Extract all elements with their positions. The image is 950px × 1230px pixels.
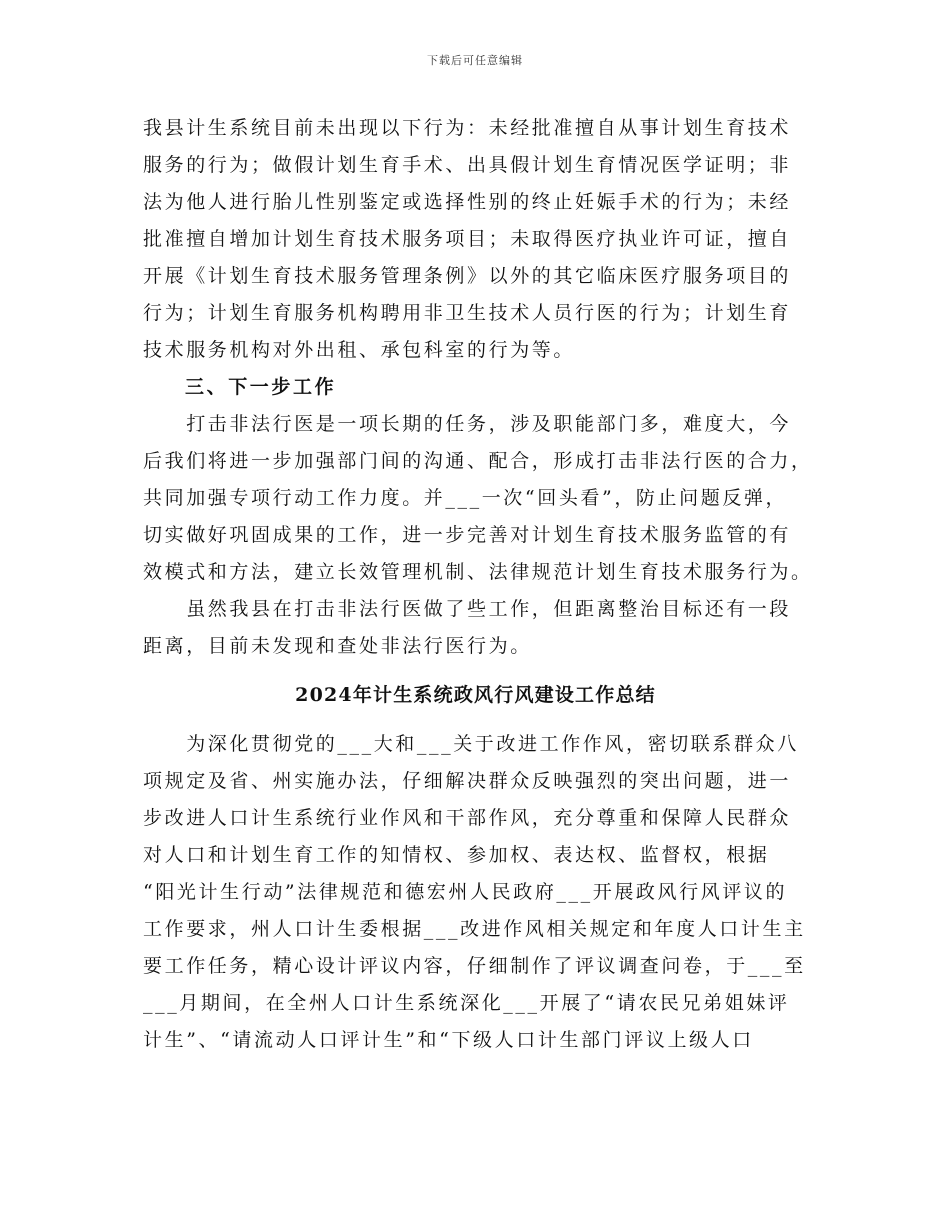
paragraph-intro [143, 726, 808, 1059]
text-line: 工作要求，州人口计生委根据___改进作风相关规定和年度人口计生主 [143, 918, 806, 940]
text-line: 对人口和计划生育工作的知情权、参加权、表达权、监督权，根据 [143, 844, 770, 866]
text-line: 虽然我县在打击非法行医做了些工作，但距离整治目标还有一段 [143, 598, 792, 620]
paragraph-conclusion [143, 591, 808, 665]
paragraph-next-steps [143, 406, 813, 591]
text-line: 后我们将进一步加强部门间的沟通、配合，形成打击非法行医的合力， [143, 450, 813, 472]
paragraph-violations [143, 110, 808, 369]
section-heading-next-steps-wrap [143, 369, 808, 406]
text-line: 服务的行为；做假计划生育手术、出具假计划生育情况医学证明；非 [143, 154, 792, 176]
text-line: 批准擅自增加计划生育技术服务项目；未取得医疗执业许可证，擅自 [143, 228, 792, 250]
text-line: 打击非法行医是一项长期的任务，涉及职能部门多，难度大，今 [143, 413, 792, 435]
text-line: ___月期间，在全州人口计生系统深化___开展了“请农民兄弟姐妹评 [143, 992, 790, 1014]
text-line: 技术服务机构对外出租、承包科室的行为等。 [143, 339, 576, 361]
text-line: 计生”、“请流动人口评计生”和“下级人口计生部门评议上级人口 [143, 1029, 754, 1051]
section-heading-next-steps: 三、下一步工作 [185, 376, 337, 398]
document-body [143, 110, 813, 1059]
text-line: 为深化贯彻党的___大和___关于改进工作作风，密切联系群众八 [143, 733, 799, 755]
text-line: 法为他人进行胎儿性别鉴定或选择性别的终止妊娠手术的行为；未经 [143, 191, 792, 213]
text-line: 要工作任务，精心设计评议内容，仔细制作了评议调查问卷，于___至 [143, 955, 806, 977]
text-line: 效模式和方法，建立长效管理机制、法律规范计划生育技术服务行为。 [143, 561, 813, 583]
text-line: 开展《计划生育技术服务管理条例》以外的其它临床医疗服务项目的 [143, 265, 792, 287]
text-line: 我县计生系统目前未出现以下行为：未经批准擅自从事计划生育技术 [143, 117, 792, 139]
text-line: “阳光计生行动”法律规范和德宏州人民政府___开展政风行风评议的 [143, 881, 788, 903]
text-line: 行为；计划生育服务机构聘用非卫生技术人员行医的行为；计划生育 [143, 302, 792, 324]
document-title: 2024年计生系统政风行风建设工作总结 [295, 684, 656, 706]
page-header: 下载后可任意编辑 [427, 54, 523, 67]
text-line: 切实做好巩固成果的工作，进一步完善对计划生育技术服务监管的有 [143, 524, 792, 546]
text-line: 距离，目前未发现和查处非法行医行为。 [143, 635, 532, 657]
text-line: 共同加强专项行动工作力度。并___一次“回头看”，防止问题反弹， [143, 487, 788, 509]
text-line: 项规定及省、州实施办法，仔细解决群众反映强烈的突出问题，进一 [143, 770, 792, 792]
text-line: 步改进人口计生系统行业作风和干部作风，充分尊重和保障人民群众 [143, 807, 792, 829]
